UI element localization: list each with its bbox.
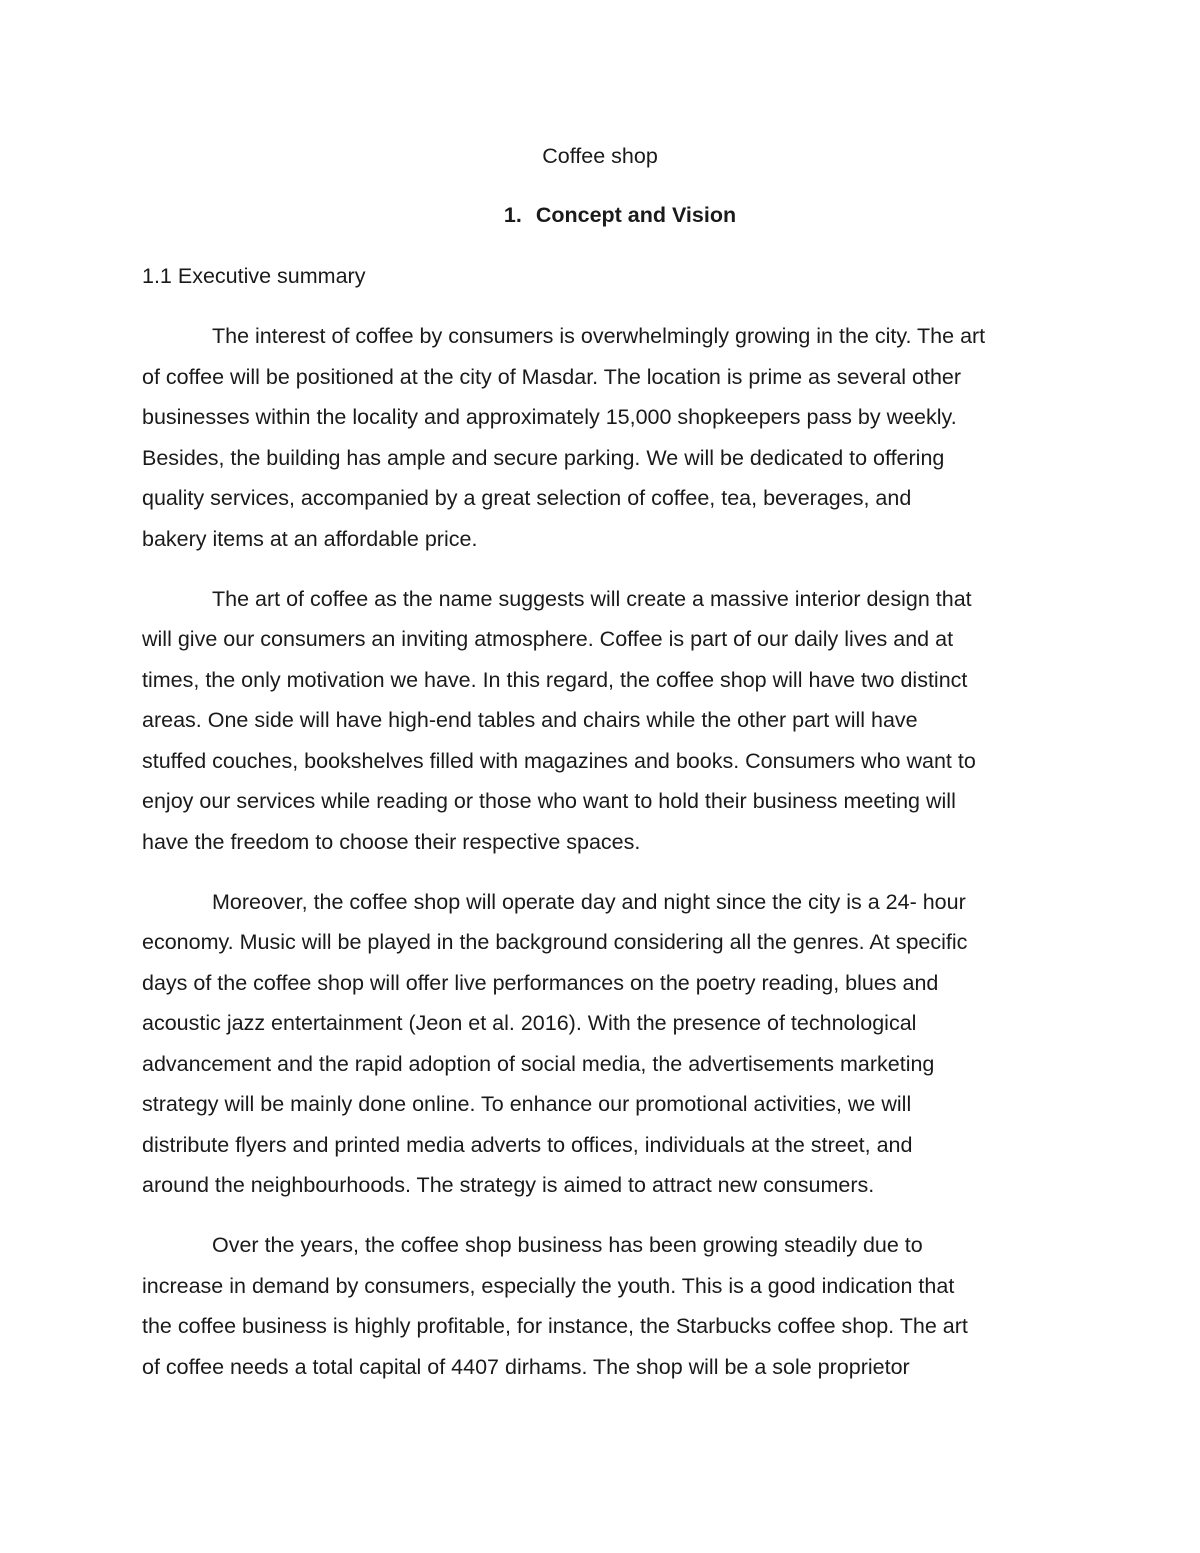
paragraph (142, 882, 1067, 1206)
paragraph-line: stuffed couches, bookshelves filled with magazines and books. Consumers who want to (142, 748, 976, 773)
paragraph-line: Moreover, the coffee shop will operate day and night since the city is a 24- hour (212, 889, 966, 914)
paragraph-line: economy. Music will be played in the background considering all the genres. At specific (142, 930, 968, 954)
paragraph-line: The art of coffee as the name suggests will create a massive interior design that (212, 586, 972, 611)
body-text (142, 316, 1067, 1407)
section-number: 1. (503, 203, 522, 227)
paragraph-line: of coffee will be positioned at the city of Masdar. The location is prime as several other (142, 364, 962, 389)
paragraph-line: distribute flyers and printed media adverts to offices, individuals at the street, and (142, 1132, 913, 1157)
paragraph-line: acoustic jazz entertainment (Jeon et al. 2016). With the presence of technological (142, 1011, 917, 1035)
section-title: Concept and Vision (535, 203, 737, 227)
paragraph-line: days of the coffee shop will offer live performances on the poetry reading, blues and (142, 970, 939, 995)
paragraph-line: strategy will be mainly done online. To enhance our promotional activities, we will (142, 1092, 912, 1116)
paragraph-line: enjoy our services while reading or those who want to hold their business meeting will (142, 789, 956, 813)
paragraph-line: around the neighbourhoods. The strategy is aimed to attract new consumers. (142, 1173, 875, 1197)
paragraph-line: have the freedom to choose their respective spaces. (142, 829, 641, 854)
document-title: Coffee shop (542, 144, 658, 168)
paragraph-line: times, the only motivation we have. In this regard, the coffee shop will have two distinct (142, 667, 968, 692)
paragraph-line: will give our consumers an inviting atmosphere. Coffee is part of our daily lives and at (142, 627, 954, 651)
paragraph (142, 1225, 1067, 1387)
paragraph-line: The interest of coffee by consumers is overwhelmingly growing in the city. The art (212, 324, 986, 348)
paragraph-line: quality services, accompanied by a great selection of coffee, tea, beverages, and (142, 486, 912, 510)
subsection-heading: 1.1 Executive summary (142, 264, 366, 288)
paragraph-line: bakery items at an affordable price. (142, 526, 478, 551)
paragraph (142, 579, 1067, 863)
paragraph-line: Over the years, the coffee shop business has been growing steadily due to (212, 1233, 923, 1257)
paragraph-line: businesses within the locality and approximately 15,000 shopkeepers pass by weekly. (142, 405, 957, 429)
paragraph-line: the coffee business is highly profitable, for instance, the Starbucks coffee shop. The art (142, 1314, 968, 1338)
paragraph-line: advancement and the rapid adoption of social media, the advertisements marketing (142, 1051, 935, 1076)
paragraph-line: of coffee needs a total capital of 4407 dirhams. The shop will be a sole proprietor (142, 1354, 910, 1379)
paragraph (142, 316, 1067, 559)
section-heading (0, 201, 1200, 229)
paragraph-line: increase in demand by consumers, especially the youth. This is a good indication that (142, 1273, 955, 1298)
paragraph-line: areas. One side will have high-end tables and chairs while the other part will have (142, 708, 918, 732)
paragraph-line: Besides, the building has ample and secure parking. We will be dedicated to offering (142, 445, 945, 470)
